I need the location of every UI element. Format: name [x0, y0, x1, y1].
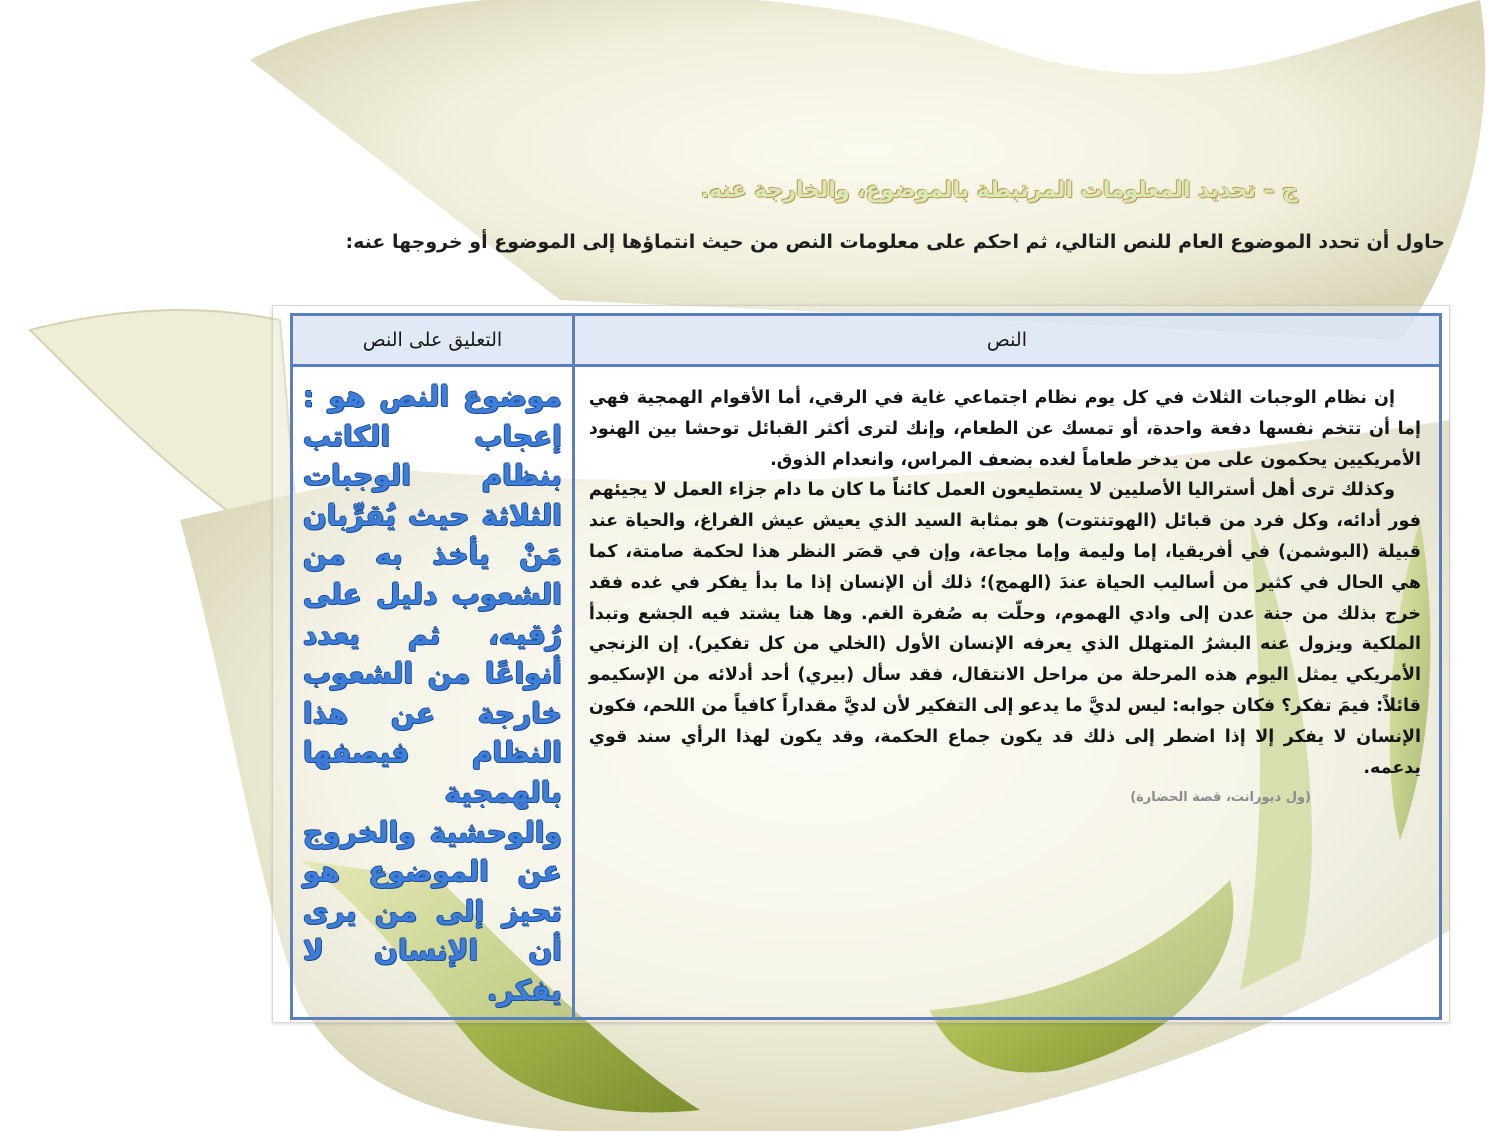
citation: (ول ديورانت، قصة الحضارة) [1130, 790, 1311, 806]
passage-paragraph-1: إن نظام الوجبات الثلاث في كل يوم نظام اجتماعي غاية في الرقي، أما الأقوام الهمجية فهي إما أن تتخم نفسها دفعة واحدة، أو تمسك عن الطعام، وإنك لترى أكثر القبائل توحشا بين الهنود الأمريكيين يحكمون على من يدخر طعاماً لغده بضعف المراس، وانعدام الذوق. [588, 388, 1421, 470]
header-text: النص [573, 315, 1440, 366]
header-comment: التعليق على النص [292, 315, 574, 366]
table-header-row [292, 315, 1441, 366]
passage-cell [573, 366, 1440, 1019]
passage-paragraph-2 [589, 475, 1421, 783]
instructions-text: حاول أن تحدد الموضوع العام للنص التالي، ثم احكم على معلومات النص من حيث انتماؤها إلى الموضوع أو خروجها عنه: [345, 231, 1445, 253]
passage-paragraph-2-text: وكذلك ترى أهل أستراليا الأصليين لا يستطيعون العمل كائناً ما كان ما دام جزاء العمل لا يجيئهم فور أدائه، وكل فرد من قبائل (الهوتنتوت) هو بمثابة السيد الذي يعيش عيش الفراغ، والحياة عند قبيلة (البوشمن) في أفريقيا، إما وليمة وإما مجاعة، وإن في قصَر النظر هذا لحكمة صامتة، كما هي الحال في كثير من أساليب الحياة عندَ (الهمج)؛ ذلك أن الإنسان إذا ما بدأ يفكر في غده فقد خرج بذلك من جنة عدن إلى وادي الهموم، وحلّت به صُفرة الغم. وها هنا يشتد فيه الجشع وتبدأ الملكية ويزول عنه البشرُ المتهلل الذي يعرفه الإنسان الأول (الخلي من كل تفكير). إن الزنجي الأمريكي يمثل اليوم هذه المرحلة من مراحل الانتقال، فقد سأل (بيري) أحد أدلائه من الإسكيمو قائلاً: فيمَ تفكر؟ فكان جوابه: ليس لديَّ ما يدعو إلى التفكير لأن لديَّ مقداراً كافياً من اللحم، فكون الإنسان لا يفكر إلا إذا اضطر إلى ذلك قد يكون جماع الحكمة، وقد يكون لهذا الرأي سند قوي يدعمه. [588, 480, 1421, 778]
section-heading: ج – تحديد المعلومات المرتبطة بالموضوع، والخارجة عنه. [700, 178, 1298, 203]
table-row [292, 366, 1441, 1019]
text-analysis-table [290, 313, 1442, 1020]
comment-cell: موضوع النص هو : إعجاب الكاتب بنظام الوجبات الثلاثة حيث يُقرِّبان مَنْ يأخذ به من الشعوب دليل على رُقيه، ثم يعدد أنواعًا من الشعوب خارجة عن هذا النظام فيصفها بالهمجية والوحشية والخروج عن الموضوع هو تحيز إلى من يرى أن الإنسان لا يفكر. [292, 366, 574, 1019]
